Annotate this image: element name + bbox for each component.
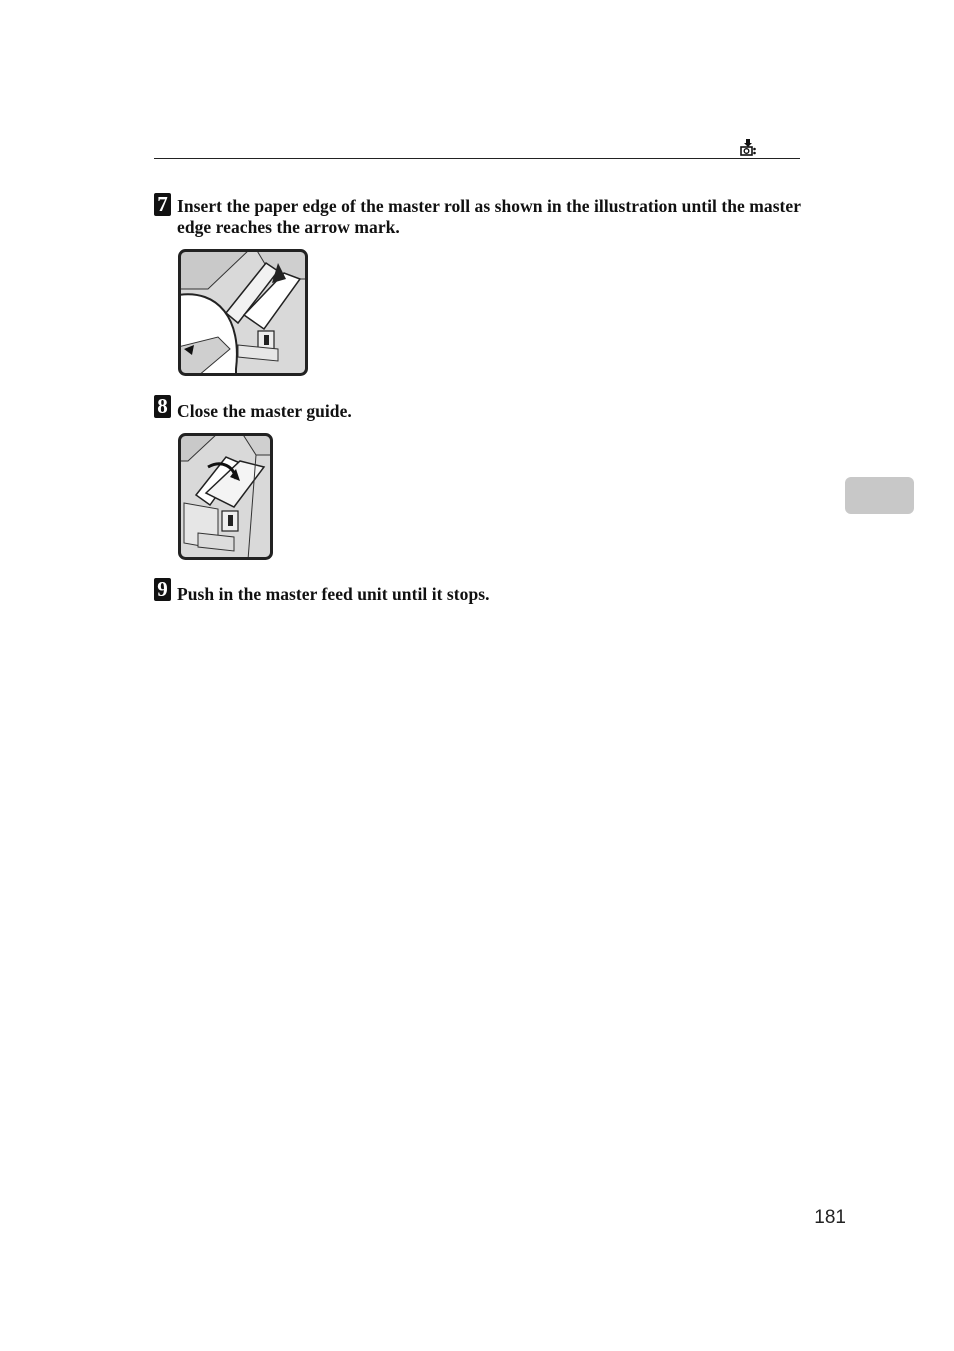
step-instruction: Close the master guide. [177, 401, 352, 421]
header-rule [154, 158, 800, 159]
step-number: 8 [154, 395, 171, 418]
step-instruction: Push in the master feed unit until it stops. [177, 584, 490, 604]
maintenance-icon [739, 138, 757, 156]
close-guide-illustration [178, 433, 273, 560]
step-number: 9 [154, 578, 171, 601]
step-instruction: Insert the paper edge of the master roll as shown in the illustration until the master edge reaches the arrow mark. [177, 196, 801, 237]
insert-master-illustration [178, 249, 308, 376]
step-number: 7 [154, 193, 171, 216]
page-number: 181 [814, 1207, 846, 1228]
chapter-tab [845, 477, 914, 514]
